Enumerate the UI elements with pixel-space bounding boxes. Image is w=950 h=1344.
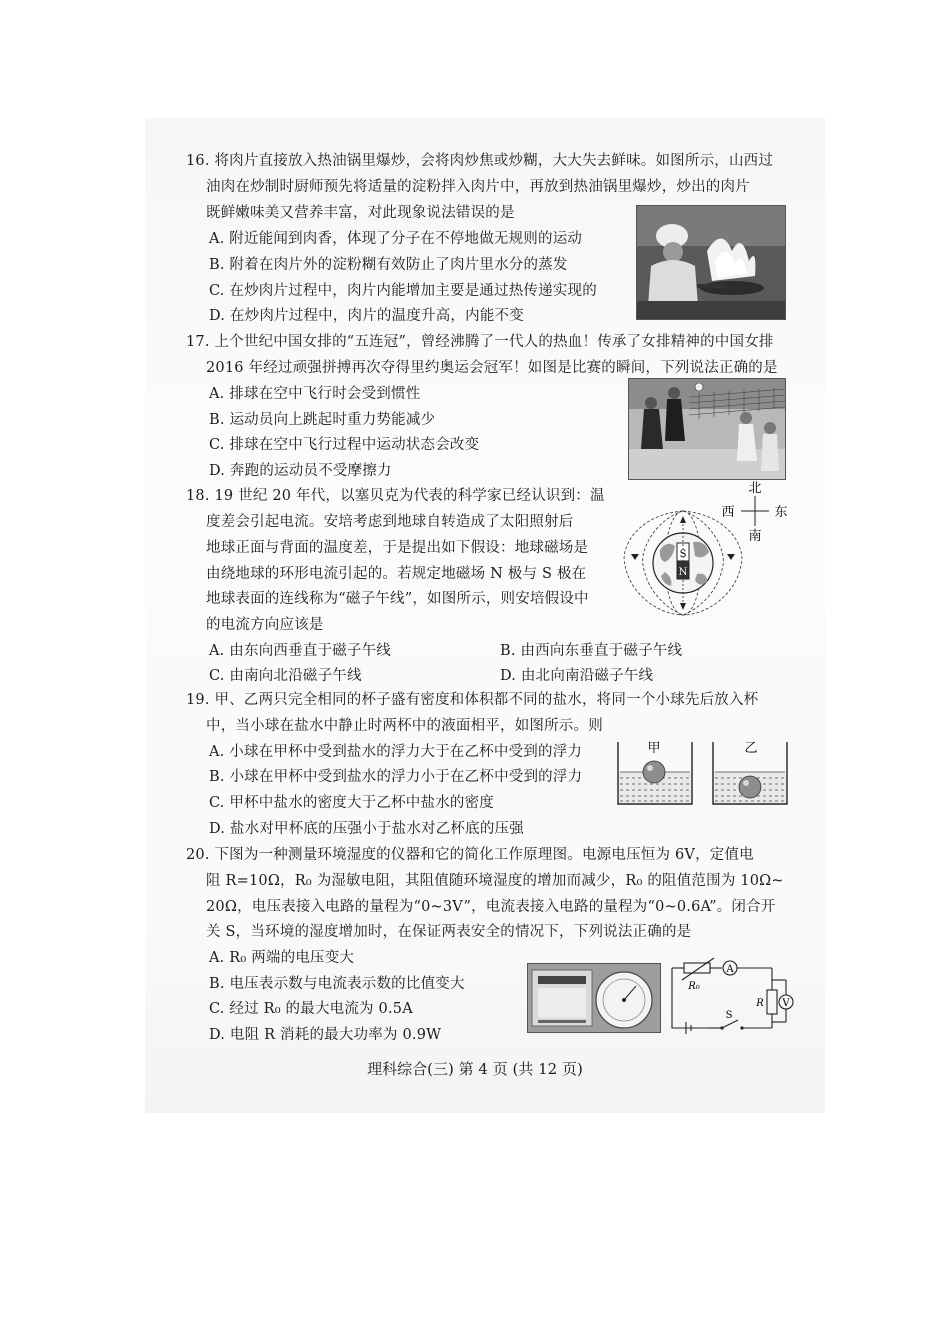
- q16-option-b: B. 附着在肉片外的淀粉糊有效防止了肉片里水分的蒸发: [209, 257, 568, 273]
- q16-option-c: C. 在炒肉片过程中，肉片内能增加主要是通过热传递实现的: [209, 283, 597, 299]
- q18-stem-line-5: 地球表面的连线称为“磁子午线”，如图所示，则安培假设中: [206, 591, 589, 607]
- compass-east-label: 东: [774, 505, 788, 520]
- magnet-n-label: N: [678, 567, 688, 578]
- q19-option-b: B. 小球在甲杯中受到盐水的浮力小于在乙杯中受到的浮力: [209, 769, 583, 785]
- q18-option-b: B. 由西向东垂直于磁子午线: [500, 643, 683, 659]
- q17-stem-line-2: 2016 年经过顽强拼搏再次夺得里约奥运会冠军！如图是比赛的瞬间，下列说法正确的是: [206, 360, 778, 376]
- voltmeter-label: V: [782, 998, 790, 1009]
- cup-yi-label: 乙: [744, 741, 758, 756]
- q20-option-b: B. 电压表示数与电流表示数的比值变大: [209, 976, 465, 992]
- r0-label: R₀: [688, 981, 700, 992]
- q16-stem-line-3: 既鲜嫩味美又营养丰富，对此现象说法错误的是: [206, 205, 515, 221]
- compass-north-label: 北: [748, 481, 762, 496]
- q19-option-a: A. 小球在甲杯中受到盐水的浮力大于在乙杯中受到的浮力: [209, 744, 583, 760]
- q16-option-a: A. 附近能闻到肉香，体现了分子在不停地做无规则的运动: [209, 231, 583, 247]
- compass-rose: [721, 481, 787, 544]
- r0-resistor: [684, 963, 710, 973]
- q17-stem-line-1: 17. 上个世纪中国女排的“五连冠”，曾经沸腾了一代人的热血！传承了女排精神的中国女排: [186, 334, 774, 350]
- ball-jia: [643, 761, 665, 783]
- q20-option-a: A. R₀ 两端的电压变大: [209, 950, 355, 966]
- q17-option-b: B. 运动员向上跳起时重力势能减少: [209, 412, 436, 428]
- q18-stem-line-4: 由绕地球的环形电流引起的。若规定地磁场 N 极与 S 极在: [206, 566, 587, 582]
- switch-label: S: [725, 1010, 733, 1021]
- q18-option-c: C. 由南向北沿磁子午线: [209, 668, 362, 684]
- q17-option-d: D. 奔跑的运动员不受摩擦力: [209, 463, 392, 479]
- cup-jia-label: 甲: [647, 741, 661, 756]
- q16-stem-line-2: 油肉在炒制时厨师预先将适量的淀粉拌入肉片中，再放到热油锅里爆炒，炒出的肉片: [206, 179, 750, 195]
- cooking-photo: [636, 205, 786, 320]
- q18-stem-line-2: 度差会引起电流。安培考虑到地球自转造成了太阳照射后: [206, 514, 574, 530]
- q19-stem-line-2: 中，当小球在盐水中静止时两杯中的液面相平，如图所示。则: [206, 718, 603, 734]
- q17-option-a: A. 排球在空中飞行时会受到惯性: [209, 386, 421, 402]
- cups-diagram: [610, 738, 802, 808]
- ball-yi: [739, 776, 761, 798]
- q16-stem-line-1: 16. 将肉片直接放入热油锅里爆炒，会将肉炒焦或炒糊，大大失去鲜味。如图所示，山西过: [186, 153, 774, 169]
- q18-option-a: A. 由东向西垂直于磁子午线: [209, 643, 391, 659]
- q20-option-d: D. 电阻 R 消耗的最大功率为 0.9W: [209, 1027, 442, 1043]
- q20-stem-line-4: 关 S，当环境的湿度增加时，在保证两表安全的情况下，下列说法正确的是: [206, 924, 692, 940]
- q19-stem-line-1: 19. 甲、乙两只完全相同的杯子盛有密度和体积都不同的盐水，将同一个小球先后放入杯: [186, 692, 759, 708]
- q20-stem-line-2: 阻 R=10Ω，R₀ 为湿敏电阻，其阻值随环境湿度的增加而减少，R₀ 的阻值范围为 10Ω~: [206, 873, 784, 889]
- q18-stem-line-1: 18. 19 世纪 20 年代，以塞贝克为代表的科学家已经认识到：温: [186, 488, 605, 504]
- ammeter-label: A: [726, 964, 734, 975]
- compass-south-label: 南: [748, 529, 762, 544]
- q18-stem-line-3: 地球正面与背面的温度差，于是提出如下假设：地球磁场是: [206, 540, 589, 556]
- q20-option-c: C. 经过 R₀ 的最大电流为 0.5A: [209, 1001, 413, 1017]
- hygrometer-photo: [527, 963, 661, 1033]
- q19-option-c: C. 甲杯中盐水的密度大于乙杯中盐水的密度: [209, 795, 494, 811]
- q18-stem-line-6: 的电流方向应该是: [206, 617, 324, 633]
- circuit-diagram: [662, 956, 794, 1036]
- q18-option-d: D. 由北向南沿磁子午线: [500, 668, 654, 684]
- page-footer: 理科综合(三) 第 4 页 (共 12 页): [367, 1060, 583, 1078]
- q17-option-c: C. 排球在空中飞行过程中运动状态会改变: [209, 437, 480, 453]
- earth-magnetic-field-diagram: [615, 480, 805, 635]
- r-label: R: [756, 998, 764, 1009]
- magnet-s-label: S: [679, 549, 687, 560]
- q19-option-d: D. 盐水对甲杯底的压强小于盐水对乙杯底的压强: [209, 821, 524, 837]
- q20-stem-line-1: 20. 下图为一种测量环境湿度的仪器和它的简化工作原理图。电源电压恒为 6V，定值电: [186, 847, 754, 863]
- r-resistor: [767, 990, 777, 1014]
- volleyball-photo: [628, 378, 786, 480]
- q16-option-d: D. 在炒肉片过程中，肉片的温度升高，内能不变: [209, 308, 524, 324]
- compass-west-label: 西: [721, 505, 735, 520]
- q20-stem-line-3: 20Ω，电压表接入电路的量程为“0~3V”，电流表接入电路的量程为“0~0.6A”。闭合开: [206, 899, 776, 915]
